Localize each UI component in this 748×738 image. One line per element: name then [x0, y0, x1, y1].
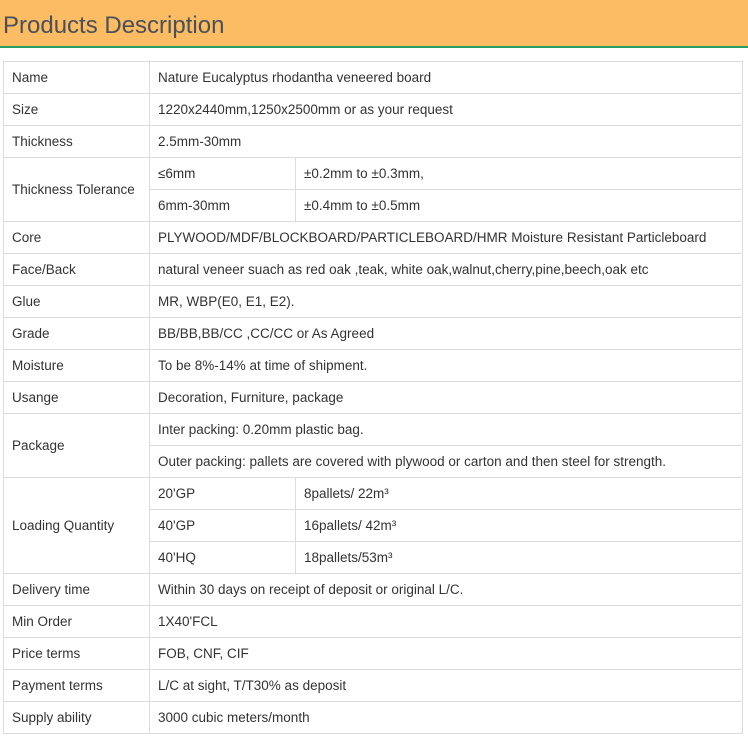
row-value: Nature Eucalyptus rhodantha veneered board — [150, 62, 743, 94]
table-row — [4, 414, 743, 446]
row-label: Face/Back — [4, 254, 150, 286]
package-line: Outer packing: pallets are covered with plywood or carton and then steel for strength. — [150, 446, 743, 478]
table-row — [4, 318, 743, 350]
row-label: Usange — [4, 382, 150, 414]
row-label: Core — [4, 222, 150, 254]
product-specs-table — [3, 61, 743, 734]
tolerance-value: ±0.2mm to ±0.3mm, — [296, 158, 743, 190]
row-label: Moisture — [4, 350, 150, 382]
container-capacity: 16pallets/ 42m³ — [296, 510, 743, 542]
table-row — [4, 62, 743, 94]
container-capacity: 18pallets/53m³ — [296, 542, 743, 574]
table-row — [4, 350, 743, 382]
row-value: 3000 cubic meters/month — [150, 702, 743, 734]
table-row — [4, 670, 743, 702]
container-type: 40'HQ — [150, 542, 296, 574]
row-label: Name — [4, 62, 150, 94]
table-row — [4, 126, 743, 158]
table-row — [4, 94, 743, 126]
row-label: Thickness — [4, 126, 150, 158]
row-label: Package — [4, 414, 150, 478]
table-row — [4, 574, 743, 606]
row-value: natural veneer suach as red oak ,teak, white oak,walnut,cherry,pine,beech,oak etc — [150, 254, 743, 286]
container-type: 40'GP — [150, 510, 296, 542]
row-value: Within 30 days on receipt of deposit or original L/C. — [150, 574, 743, 606]
row-label: Loading Quantity — [4, 478, 150, 574]
table-row — [4, 638, 743, 670]
row-label: Price terms — [4, 638, 150, 670]
row-label: Thickness Tolerance — [4, 158, 150, 222]
container-type: 20'GP — [150, 478, 296, 510]
row-value: 1X40'FCL — [150, 606, 743, 638]
container-capacity: 8pallets/ 22m³ — [296, 478, 743, 510]
section-header — [0, 0, 748, 48]
row-value: 1220x2440mm,1250x2500mm or as your request — [150, 94, 743, 126]
row-value: PLYWOOD/MDF/BLOCKBOARD/PARTICLEBOARD/HMR Moisture Resistant Particleboard — [150, 222, 743, 254]
table-row — [4, 254, 743, 286]
table-row — [4, 222, 743, 254]
tolerance-range: ≤6mm — [150, 158, 296, 190]
row-label: Min Order — [4, 606, 150, 638]
row-label: Supply ability — [4, 702, 150, 734]
table-row — [4, 478, 743, 510]
row-value: L/C at sight, T/T30% as deposit — [150, 670, 743, 702]
tolerance-range: 6mm-30mm — [150, 190, 296, 222]
table-row — [4, 606, 743, 638]
section-title: Products Description — [3, 12, 225, 39]
row-value: BB/BB,BB/CC ,CC/CC or As Agreed — [150, 318, 743, 350]
row-label: Grade — [4, 318, 150, 350]
package-line: Inter packing: 0.20mm plastic bag. — [150, 414, 743, 446]
tolerance-value: ±0.4mm to ±0.5mm — [296, 190, 743, 222]
row-value: To be 8%-14% at time of shipment. — [150, 350, 743, 382]
table-row — [4, 286, 743, 318]
table-row — [4, 702, 743, 734]
row-label: Payment terms — [4, 670, 150, 702]
row-value: FOB, CNF, CIF — [150, 638, 743, 670]
table-row — [4, 382, 743, 414]
row-label: Delivery time — [4, 574, 150, 606]
row-value: Decoration, Furniture, package — [150, 382, 743, 414]
table-row — [4, 158, 743, 190]
row-label: Size — [4, 94, 150, 126]
row-label: Glue — [4, 286, 150, 318]
row-value: MR, WBP(E0, E1, E2). — [150, 286, 743, 318]
row-value: 2.5mm-30mm — [150, 126, 743, 158]
